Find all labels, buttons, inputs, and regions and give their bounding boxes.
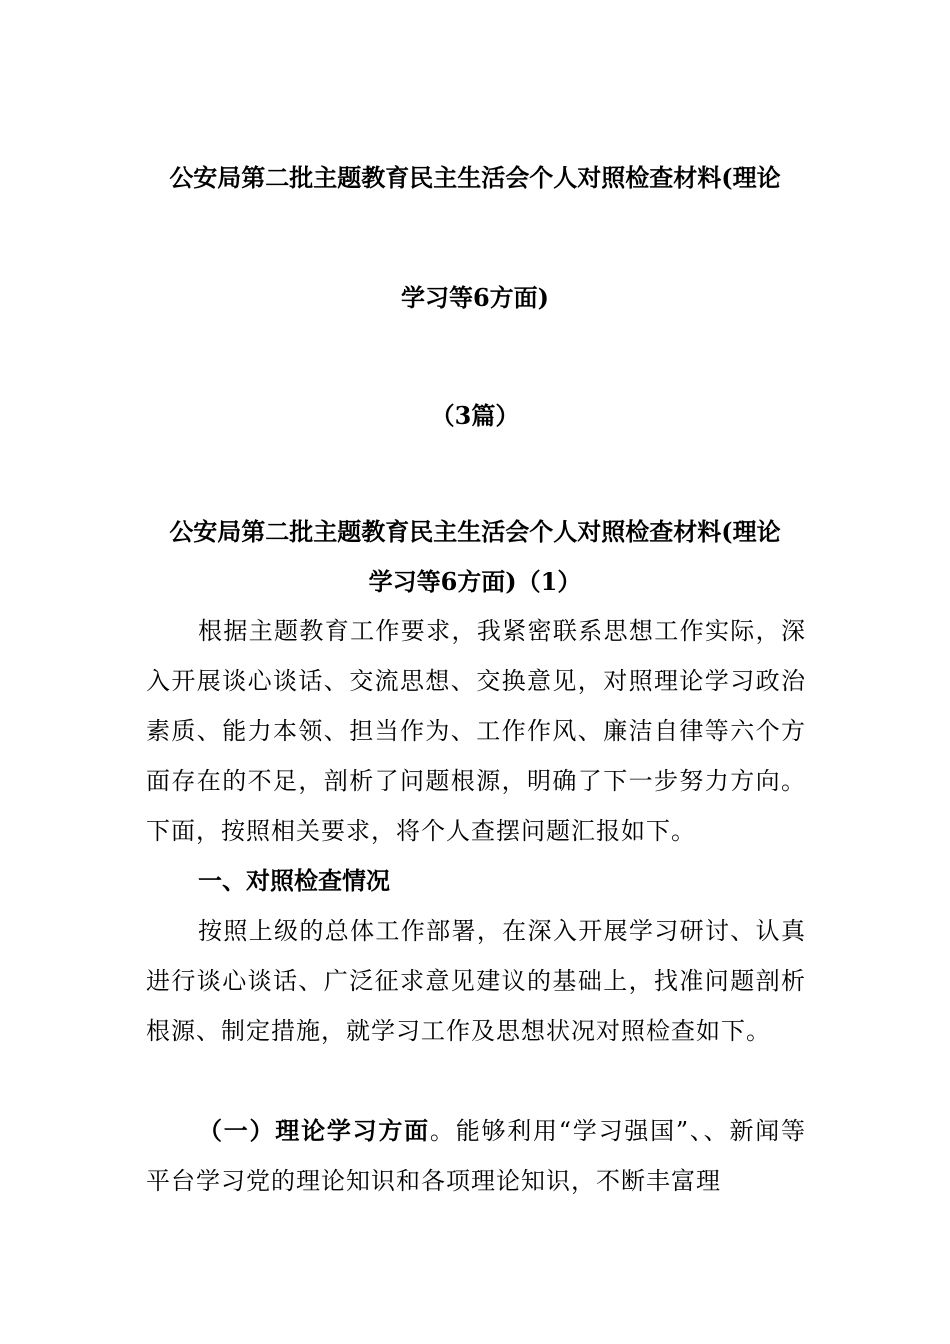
- intro-paragraph: 根据主题教育工作要求，我紧密联系思想工作实际，深入开展谈心谈话、交流思想、交换意见，对照理论学习政治素质、能力本领、担当作为、工作作风、廉洁自律等六个方面存在的不足，剖析了问题根源，明确了下一步努力方向。下面，按照相关要求，将个人查摆问题汇报如下。: [146, 617, 806, 845]
- article-title-line-2: 学习等6方面)（1）: [368, 567, 582, 596]
- article-count-note: （3篇）: [430, 401, 520, 430]
- subsection-1-text: 。能够利用“学习强国”、、新闻等平台学习党的理论知识和各项理论知识，不断丰富理: [146, 1117, 806, 1195]
- subsection-1-paragraph: [146, 1106, 806, 1206]
- article-title-line-1: 公安局第二批主题教育民主生活会个人对照检查材料(理论: [169, 517, 781, 546]
- cover-title-line-1: 公安局第二批主题教育民主生活会个人对照检查材料(理论: [169, 163, 781, 192]
- subsection-1-lead: （一）理论学习方面: [198, 1116, 430, 1145]
- section-heading-comparison-check: 一、对照检查情况: [198, 866, 390, 895]
- section-1-paragraph: 按照上级的总体工作部署，在深入开展学习研讨、认真进行谈心谈话、广泛征求意见建议的基础上，找准问题剖析根源、制定措施，就学习工作及思想状况对照检查如下。: [146, 917, 806, 1045]
- cover-title-line-2: 学习等6方面): [400, 283, 550, 312]
